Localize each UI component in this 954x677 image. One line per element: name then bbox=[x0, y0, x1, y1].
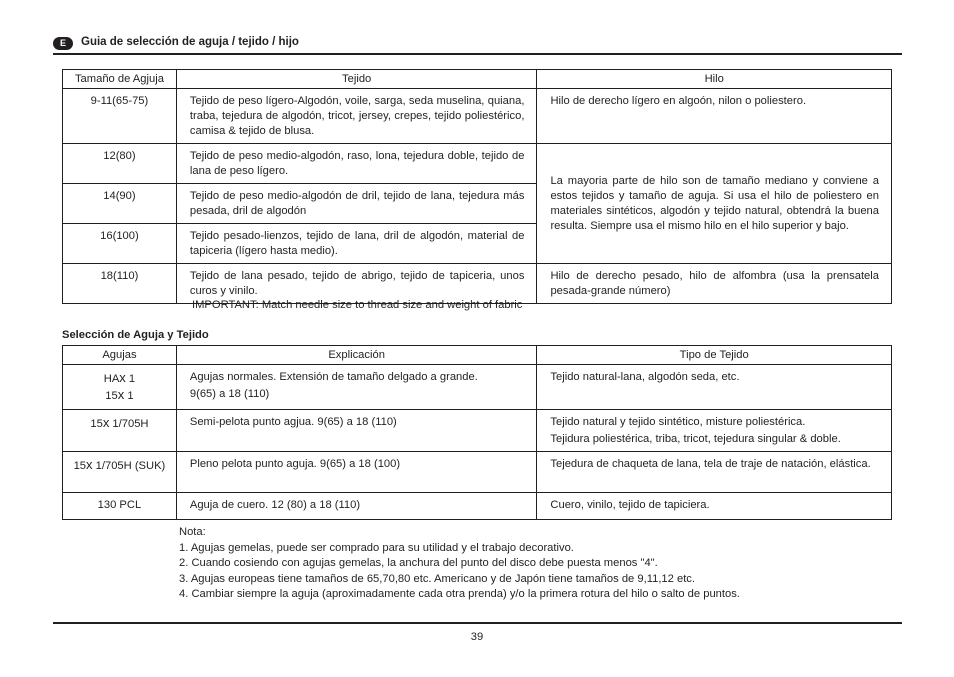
top-rule bbox=[53, 53, 902, 55]
fabric-cell: Tejido de peso medio-algodón, raso, lona, tejedura doble, tejido de lana de peso lígero. bbox=[176, 144, 537, 184]
needle-size-cell: 14(90) bbox=[63, 184, 177, 224]
needle-cell bbox=[63, 365, 177, 410]
fabric-type-line: Tejido natural y tejido sintético, misture poliestérica. bbox=[550, 416, 806, 428]
table-row bbox=[63, 365, 892, 410]
notes-block bbox=[179, 525, 879, 603]
page-number: 39 bbox=[470, 631, 484, 643]
needle-code: 15x 1/705H bbox=[90, 415, 149, 430]
header-fabric: Tejido bbox=[176, 70, 537, 89]
fabric-cell: Tejido de peso lígero-Algodón, voile, sarga, seda muselina, quiana, traba, tejedura de algodón, tricot, jersey, crepes, tejido poliestérico, camisa & tejido de blusa. bbox=[176, 89, 537, 144]
page-header bbox=[53, 35, 902, 53]
fabric-type-line: Tejidura poliestérica, triba, tricot, tejedura singular & doble. bbox=[550, 433, 841, 445]
table-row bbox=[63, 410, 892, 452]
header-thread: Hilo bbox=[537, 70, 892, 89]
notes-title: Nota: bbox=[179, 526, 206, 538]
table-header-row bbox=[63, 346, 892, 365]
needle-type-table bbox=[62, 345, 892, 520]
header-needle-size: Tamaño de Agjuja bbox=[63, 70, 177, 89]
needle-code: 15x 1/705H (SUK) bbox=[73, 457, 166, 472]
needle-cell bbox=[63, 452, 177, 493]
explanation-line: Agujas normales. Extensión de tamaño delgado a grande. bbox=[189, 371, 478, 383]
language-badge: E bbox=[53, 37, 73, 50]
note-item: 4. Cambiar siempre la aguja (aproximadamente cada otra prenda) y/o la primera rotura del hilo o salto de puntos. bbox=[179, 588, 740, 600]
explanation-line: 9(65) a 18 (110) bbox=[189, 388, 270, 400]
explanation-cell: Pleno pelota punto aguja. 9(65) a 18 (100) bbox=[176, 452, 537, 493]
table-row bbox=[63, 144, 892, 184]
thread-cell: Hilo de derecho lígero en algoón, nilon o poliestero. bbox=[537, 89, 892, 144]
fabric-type-cell bbox=[537, 410, 892, 452]
table-row bbox=[63, 452, 892, 493]
explanation-cell: Semi-pelota punto agjua. 9(65) a 18 (110) bbox=[176, 410, 537, 452]
fabric-cell: Tejido de peso medio-algodón de dril, tejido de lana, tejedura más pesada, dril de algodón bbox=[176, 184, 537, 224]
fabric-type-cell: Tejido natural-lana, algodón seda, etc. bbox=[537, 365, 892, 410]
needle-code: 15x 1 bbox=[105, 387, 134, 402]
important-note: IMPORTANT: Match needle size to thread size and weight of fabric bbox=[192, 299, 523, 311]
page-title: Guia de selección de aguja / tejido / hijo bbox=[81, 36, 299, 48]
header-fabric-type: Tipo de Tejido bbox=[537, 346, 892, 365]
needle-cell: 130 PCL bbox=[63, 493, 177, 520]
fabric-cell: Tejido pesado-lienzos, tejido de lana, dril de algodón, material de tapiceria (lígero hasta medio). bbox=[176, 224, 537, 264]
needle-code: HAx 1 bbox=[103, 370, 136, 385]
header-explanation: Explicación bbox=[176, 346, 537, 365]
table-row bbox=[63, 493, 892, 520]
needle-fabric-thread-table bbox=[62, 69, 892, 304]
fabric-cell: Tejido de lana pesado, tejido de abrigo, tejido de tapiceria, unos curos y vinilo. bbox=[176, 264, 537, 304]
needle-size-cell: 18(110) bbox=[63, 264, 177, 304]
needle-size-cell: 9-11(65-75) bbox=[63, 89, 177, 144]
table-header-row bbox=[63, 70, 892, 89]
section-title: Selección de Aguja y Tejido bbox=[62, 329, 209, 341]
explanation-cell bbox=[176, 365, 537, 410]
header-needles: Agujas bbox=[63, 346, 177, 365]
bottom-rule bbox=[53, 622, 902, 624]
fabric-type-cell: Tejedura de chaqueta de lana, tela de traje de natación, elástica. bbox=[537, 452, 892, 493]
thread-cell: Hilo de derecho pesado, hilo de alfombra (usa la prensatela pesada-grande número) bbox=[537, 264, 892, 304]
explanation-cell: Aguja de cuero. 12 (80) a 18 (110) bbox=[176, 493, 537, 520]
note-item: 2. Cuando cosiendo con agujas gemelas, la anchura del punto del disco debe puesta menos "4". bbox=[179, 557, 658, 569]
table-row bbox=[63, 89, 892, 144]
note-item: 3. Agujas europeas tiene tamaños de 65,70,80 etc. Americano y de Japón tiene tamaños de 9,11,12 etc. bbox=[179, 572, 696, 585]
needle-cell bbox=[63, 410, 177, 452]
thread-cell-merged: La mayoria parte de hilo son de tamaño mediano y conviene a estos tejidos y tamaño de aguja. Si usa el hilo de poliestero en materiales sintéticos, algodón y tejido natural, obtendrá la buena resulta. Siempre usa el mismo hilo en el hilo superior y bajo. bbox=[537, 144, 892, 264]
needle-size-cell: 12(80) bbox=[63, 144, 177, 184]
fabric-type-cell: Cuero, vinilo, tejido de tapiciera. bbox=[537, 493, 892, 520]
note-item: 1. Agujas gemelas, puede ser comprado para su utilidad y el trabajo decorativo. bbox=[179, 541, 574, 554]
table-row bbox=[63, 264, 892, 304]
needle-size-cell: 16(100) bbox=[63, 224, 177, 264]
